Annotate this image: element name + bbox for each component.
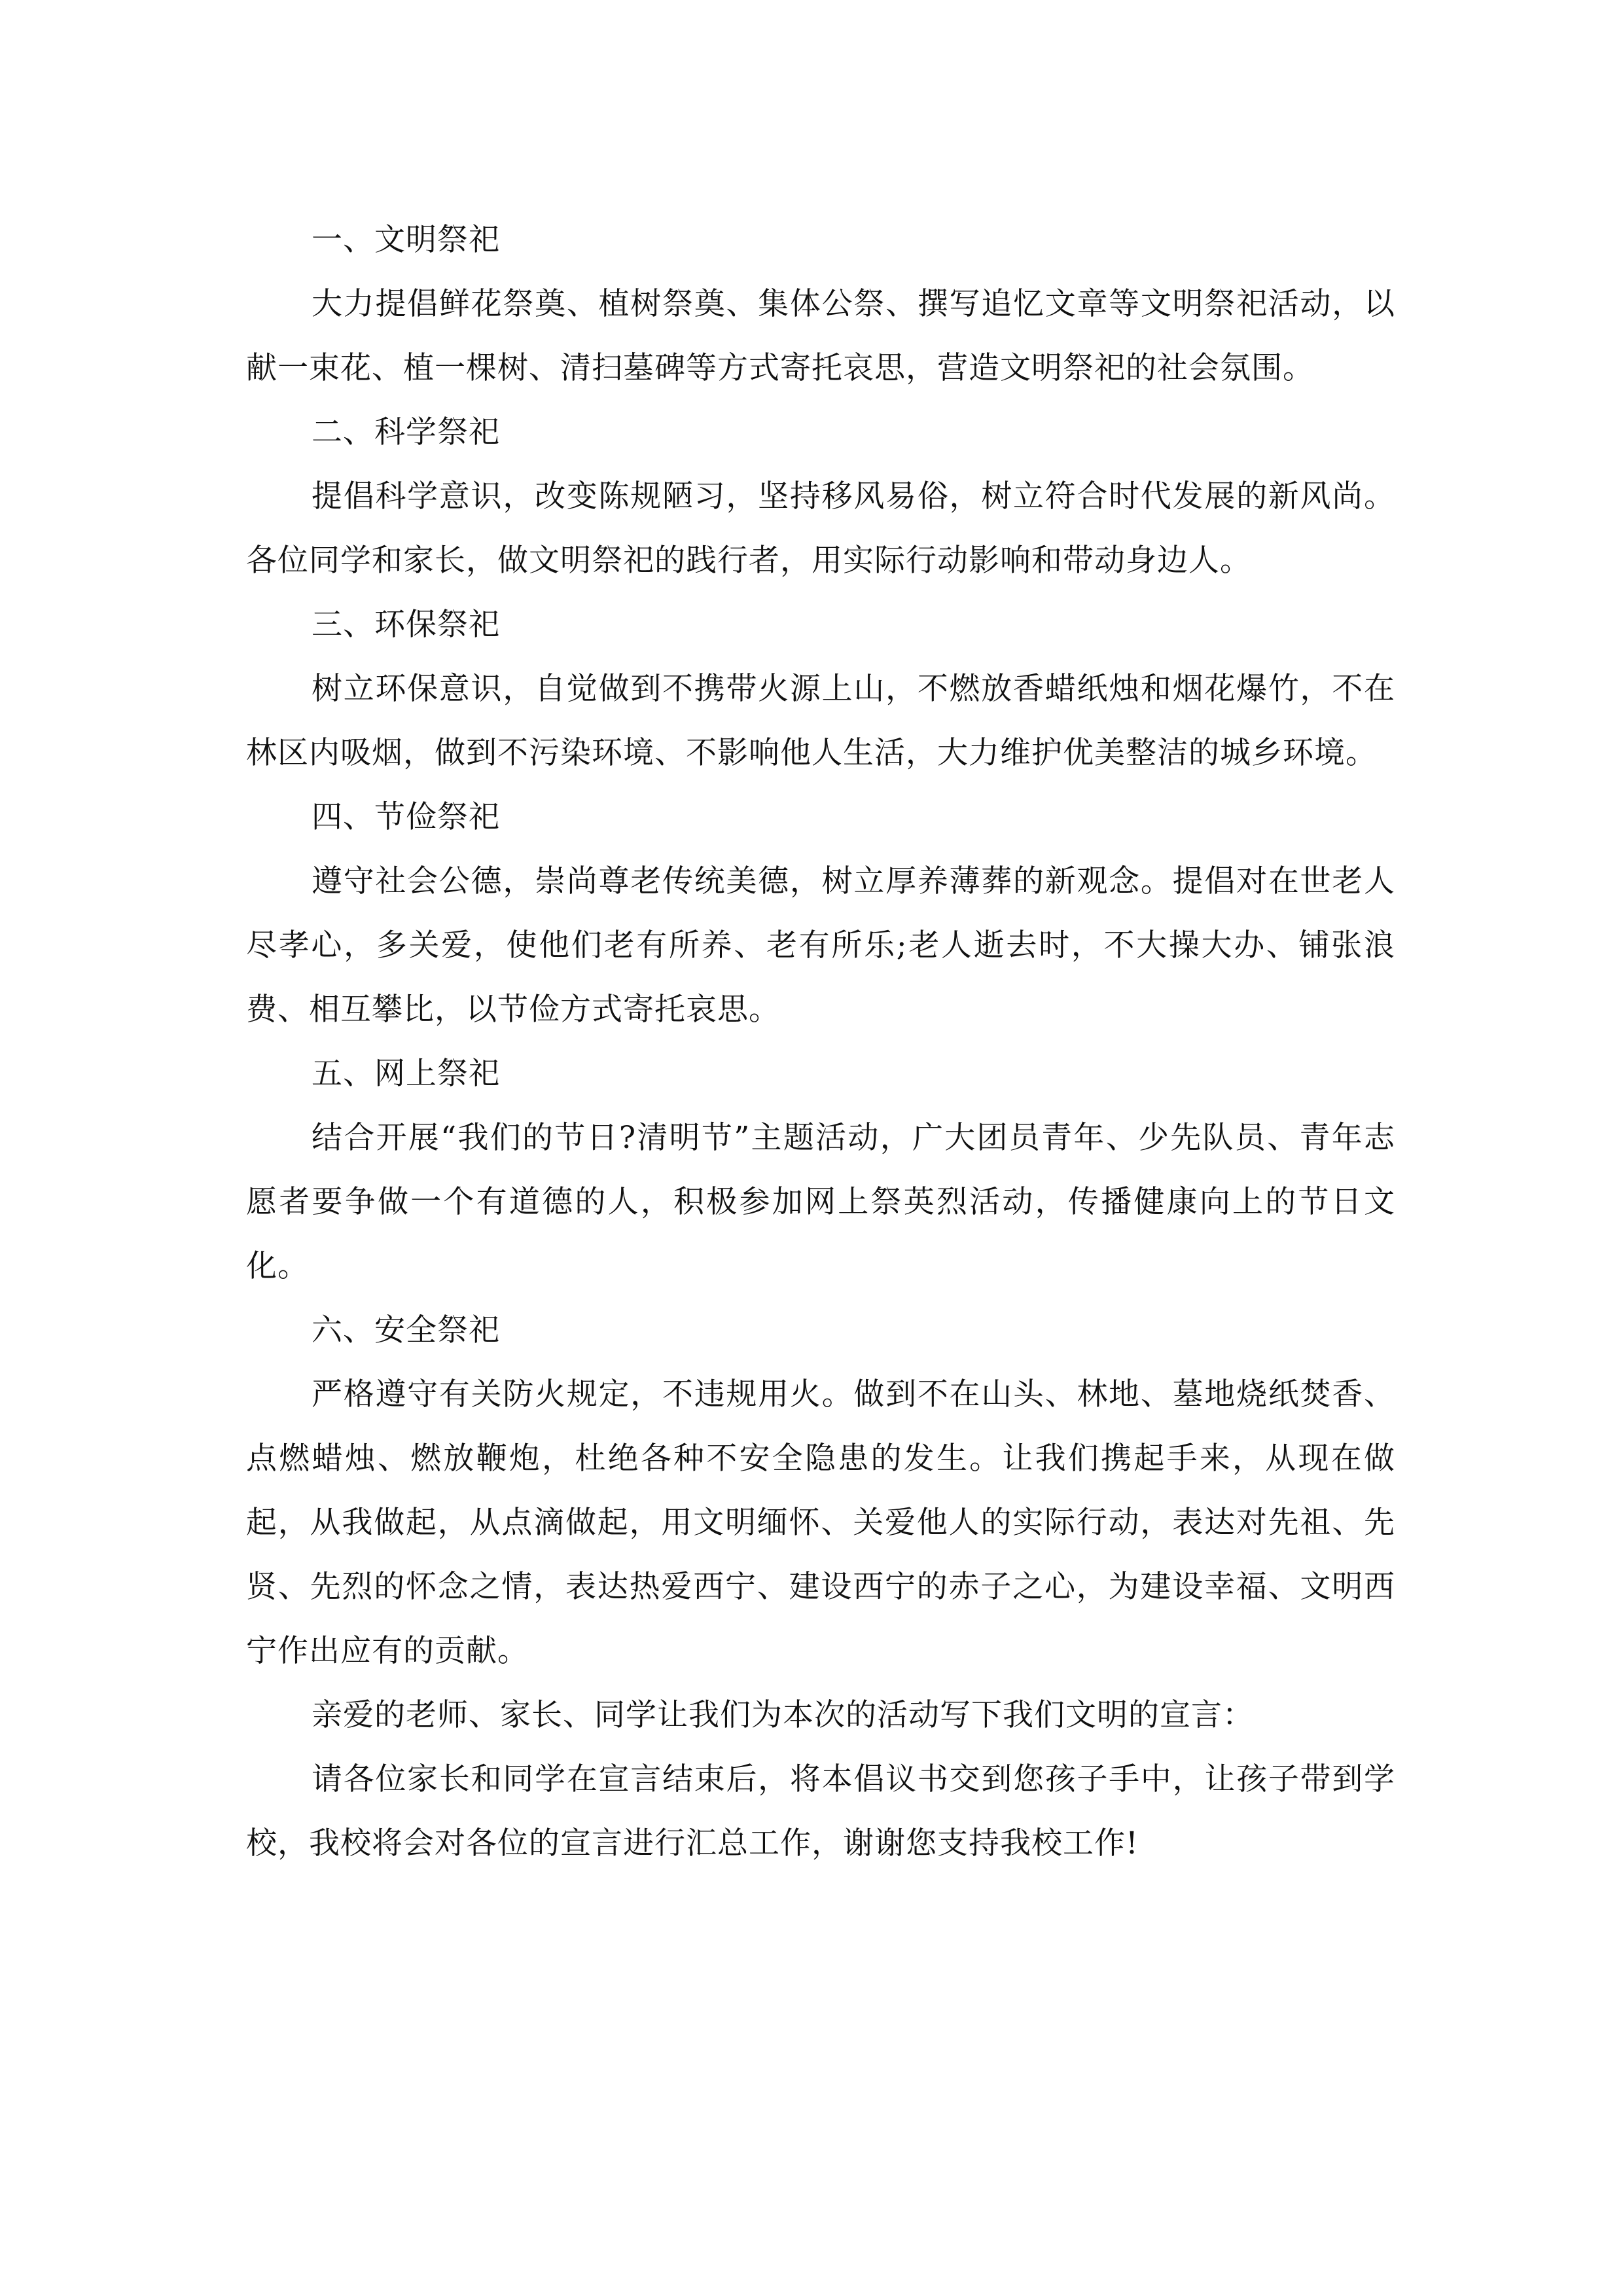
section-body-4: 遵守社会公德，崇尚尊老传统美德，树立厚养薄葬的新观念。提倡对在世老人尽孝心，多关爱，使他们老有所养、老有所乐;老人逝去时，不大操大办、铺张浪费、相互攀比，以节俭方式寄托哀思。 (246, 863, 1395, 1028)
section-body-1: 大力提倡鲜花祭奠、植树祭奠、集体公祭、撰写追忆文章等文明祭祀活动，以献一束花、植一棵树、清扫墓碑等方式寄托哀思，营造文明祭祀的社会氛围。 (246, 286, 1395, 386)
section-heading-1: 一、文明祭祀 (312, 222, 500, 258)
section-heading-6: 六、安全祭祀 (312, 1312, 500, 1348)
section-body-5: 结合开展“我们的节日?清明节”主题活动，广大团员青年、少先队员、青年志愿者要争做一个有道德的人，积极参加网上祭英烈活动，传播健康向上的节日文化。 (246, 1120, 1395, 1284)
section-body-3: 树立环保意识，自觉做到不携带火源上山，不燃放香蜡纸烛和烟花爆竹，不在林区内吸烟，做到不污染环境、不影响他人生活，大力维护优美整洁的城乡环境。 (246, 671, 1395, 771)
closing-paragraph-1: 亲爱的老师、家长、同学让我们为本次的活动写下我们文明的宣言： (312, 1697, 1254, 1733)
section-body-6: 严格遵守有关防火规定，不违规用火。做到不在山头、林地、墓地烧纸焚香、点燃蜡烛、燃放鞭炮，杜绝各种不安全隐患的发生。让我们携起手来，从现在做起，从我做起，从点滴做起，用文明缅怀、关爱他人的实际行动，表达对先祖、先贤、先烈的怀念之情，表达热爱西宁、建设西宁的赤子之心，为建设幸福、文明西宁作出应有的贡献。 (246, 1376, 1395, 1669)
section-heading-2: 二、科学祭祀 (312, 414, 500, 450)
section-heading-5: 五、网上祭祀 (312, 1056, 500, 1092)
section-heading-3: 三、环保祭祀 (312, 607, 500, 643)
section-body-2: 提倡科学意识，改变陈规陋习，坚持移风易俗，树立符合时代发展的新风尚。各位同学和家长，做文明祭祀的践行者，用实际行动影响和带动身边人。 (246, 478, 1395, 579)
section-heading-4: 四、节俭祭祀 (312, 799, 500, 835)
document-page (246, 208, 1395, 1876)
closing-paragraph-2: 请各位家长和同学在宣言结束后，将本倡议书交到您孩子手中，让孩子带到学校，我校将会对各位的宣言进行汇总工作，谢谢您支持我校工作! (246, 1761, 1395, 1861)
